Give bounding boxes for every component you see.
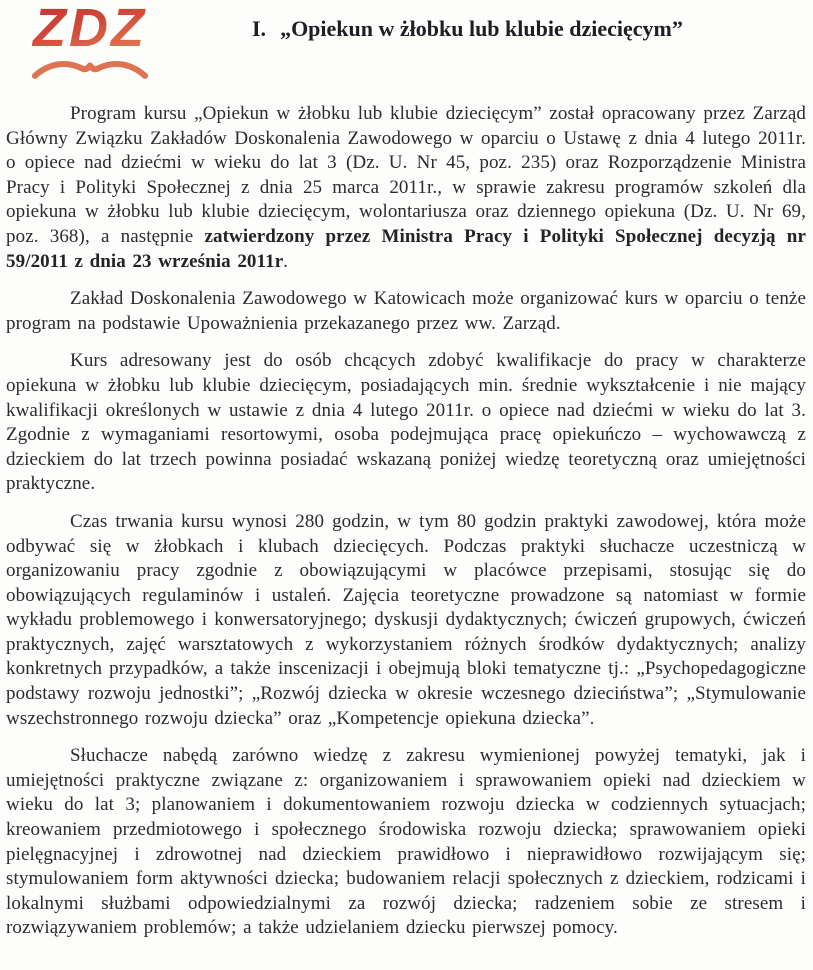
section-heading xyxy=(252,16,683,42)
open-book-icon xyxy=(31,56,149,82)
paragraph-program-origin xyxy=(6,102,806,274)
section-title: „Opiekun w żłobku lub klubie dziecięcym” xyxy=(280,16,683,41)
paragraph-course-duration: Czas trwania kursu wynosi 280 godzin, w tym 80 godzin praktyki zawodowej, która może odbywać się w żłobkach i klubach dziecięcych. Podczas praktyki słuchacze uczestniczą w organizowaniu pracy zgodnie z obowiązującymi w placówce przepisami, stosując się do obowiązujących regulaminów i ustaleń. Zajęcia teoretyczne prowadzone są natomiast w formie wykładu problemowego i konwersatoryjnego; dyskusji dydaktycznych; ćwiczeń grupowych, ćwiczeń praktycznych, zajęć warsztatowych z wykorzystaniem różnych środków dydaktycznych; analizy konkretnych przypadków, a także inscenizacji i obejmują bloki tematyczne tj.: „Psychopedagogiczne podstawy rozwoju jednostki”; „Rozwój dziecka w okresie wczesnego dzieciństwa”; „Stymulowanie wszechstronnego rozwoju dziecka” oraz „Kompetencje opiekuna dziecka”. xyxy=(6,510,806,729)
paragraph-learning-outcomes: Słuchacze nabędą zarówno wiedzę z zakresu wymienionej powyżej tematyki, jak i umiejętności praktyczne związane z: organizowaniem i sprawowaniem opieki nad dzieckiem w wieku do lat 3; planowaniem i dokumentowaniem rozwoju dziecka w codziennych sytuacjach; kreowaniem przedmiotowego i społecznego środowiska rozwoju dziecka; sprawowaniem opieki pielęgnacyjnej i zdrowotnej nad dzieckiem prawidłowo i nieprawidłowo rozwijającym się; stymulowaniem form aktywności dziecka; budowaniem relacji społecznych z dzieckiem, rodzicami i lokalnymi służbami odpowiedzialnymi za rozwój dziecka; radzeniem sobie ze stresem i rozwiązywaniem problemów; a także udzielaniem dziecku pierwszej pomocy. xyxy=(6,745,806,939)
paragraph-zdz-katowice: Zakład Doskonalenia Zawodowego w Katowicach może organizować kurs w oparciu o tenże program na podstawie Upoważnienia przekazanego przez ww. Zarząd. xyxy=(6,288,806,334)
section-number: I. xyxy=(252,16,267,41)
paragraph-text: Program kursu „Opiekun w żłobku lub klubie dziecięcym” został opracowany przez Zarząd Główny Związku Zakładów Doskonalenia Zawodowego w oparciu o Ustawę z dnia 4 lutego 2011r. o opiece nad dziećmi w wieku do lat 3 (Dz. U. Nr 45, poz. 235) oraz Rozporządzenie Ministra Pracy i Polityki Społecznej z dnia 25 marca 2011r., w sprawie zakresu programów szkoleń dla opiekuna w żłobku lub klubie dziecięcym, wolontariusza oraz dziennego opiekuna (Dz. U. Nr 69, poz. 368), a następnie xyxy=(6,103,806,247)
zdz-logo-text: ZDZ xyxy=(27,2,153,54)
zdz-logo xyxy=(27,2,153,82)
bold-emphasis-approval: zatwierdzony przez Ministra Pracy i Polityki Społecznej decyzją nr 59/2011 z dnia 23 września 2011r xyxy=(6,225,806,272)
document-header xyxy=(0,0,813,92)
paragraph-text-tail: . xyxy=(283,250,289,272)
paragraph-target-audience: Kurs adresowany jest do osób chcących zdobyć kwalifikacje do pracy w charakterze opiekuna w żłobku lub klubie dziecięcym, posiadających min. średnie wykształcenie i nie mający kwalifikacji określonych w ustawie z dnia 4 lutego 2011r. o opiece nad dziećmi w wieku do lat 3. Zgodnie z wymaganiami resortowymi, osoba podejmująca pracę opiekuńczo – wychowawczą z dzieckiem do lat trzech powinna posiadać wskazaną poniżej wiedzę teoretyczną oraz umiejętności praktyczne. xyxy=(6,350,806,495)
document-body xyxy=(0,92,813,941)
